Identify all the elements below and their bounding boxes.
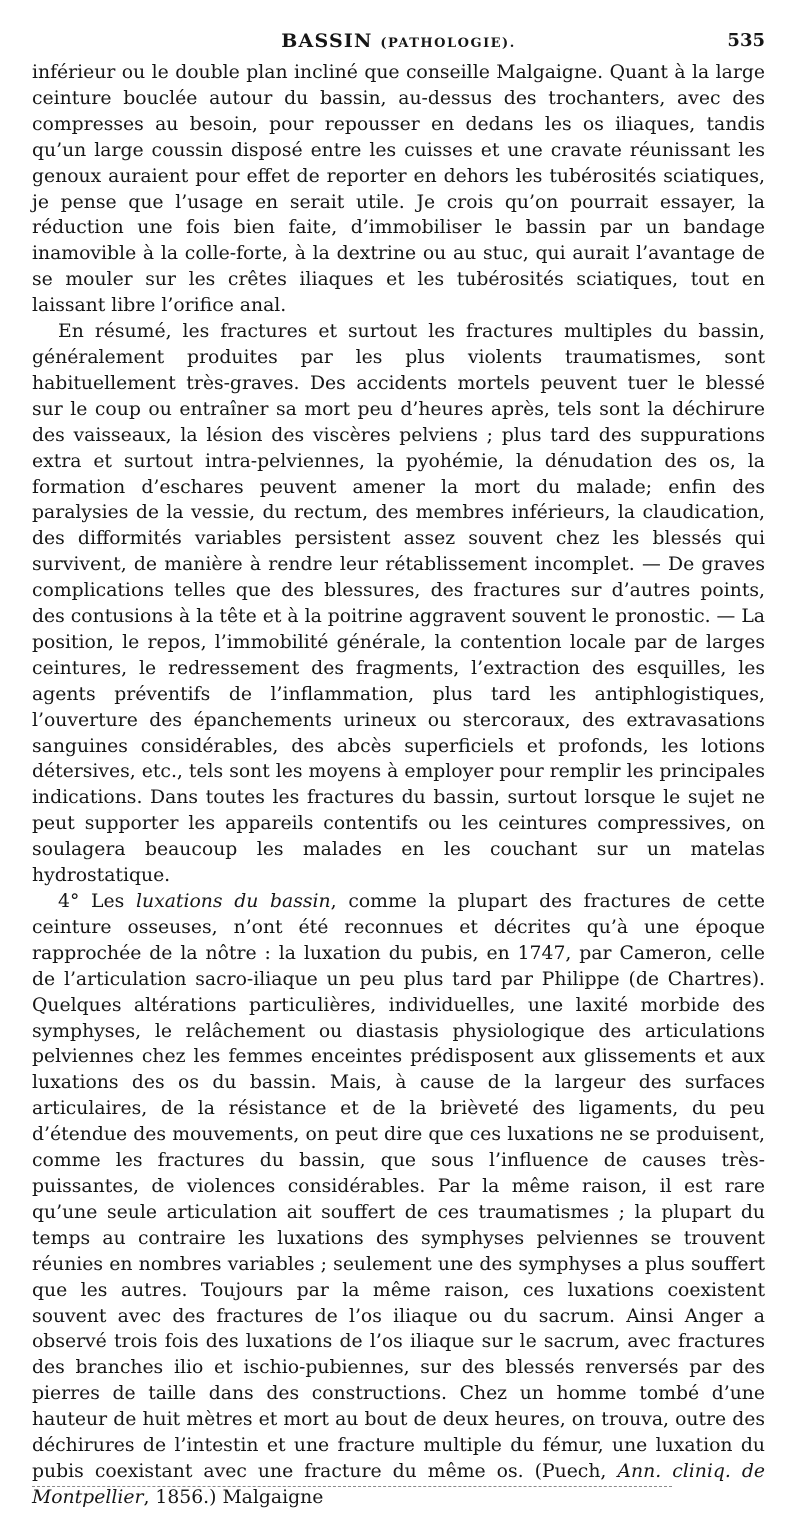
- running-title-main: BASSIN: [281, 30, 373, 52]
- running-title: [32, 30, 765, 52]
- page-header: [32, 26, 765, 60]
- italic-text: luxations du bassin: [136, 891, 331, 912]
- paragraph: [32, 60, 765, 319]
- text-run: En résumé, les fractures et surtout les fractures multiples du bassin, généralement produites par les plus violents traumatismes, sont habituellement très-graves. Des accidents mortels peuvent tuer le blessé sur le coup ou entraîner sa mort peu d’heures après, tels sont la déchirure des vaisseaux, la lésion des viscères pelviens ; plus tard des suppurations extra et surtout intra-pelviennes, la pyohémie, la dénudation des os, la formation d’eschares peuvent amener la mort du malade; enfin des paralysies de la vessie, du rectum, des membres inférieurs, la claudication, des difformités variables persistent assez souvent chez les blessés qui survivent, de manière à rendre leur rétablissement incomplet. — De graves complications telles que des blessures, des fractures sur d’autres points, des contusions à la tête et à la poitrine aggravent souvent le pronostic. — La position, le repos, l’immobilité générale, la contention locale par de larges ceintures, le redressement des fragments, l’extraction des esquilles, les agents préventifs de l’inflammation, plus tard les antiphlogistiques, l’ouverture des épanchements urineux ou stercoraux, des extravasations sanguines considérables, des abcès superficiels et profonds, les lotions détersives, etc., tels sont les moyens à employer pour remplir les principales indications. Dans toutes les fractures du bassin, surtout lorsque le sujet ne peut supporter les appareils contentifs ou les ceintures compressives, on soulagera beaucoup les malades en les couchant sur un matelas hydrostatique.: [32, 321, 765, 887]
- text-run: 4° Les: [58, 891, 136, 912]
- running-title-sub: (PATHOLOGIE).: [380, 36, 516, 51]
- paragraph: [32, 889, 765, 1511]
- footer-rule: [32, 1486, 672, 1487]
- book-page: [32, 26, 765, 1511]
- italic-text: Ann. cliniq. de Montpellier: [32, 1460, 765, 1508]
- text-run: inférieur ou le double plan incliné que conseille Malgaigne. Quant à la large ceinture bouclée autour du bassin, au-dessus des trochanters, avec des compresses au besoin, pour repousser en dedans les os iliaques, tandis qu’un large coussin disposé entre les cuisses et une cravate réunissant les genoux auraient pour effet de reporter en dehors les tubérosités sciatiques, je pense que l’usage en serait utile. Je crois qu’on pourrait essayer, la réduction une fois bien faite, d’immobiliser le bassin par un bandage inamovible à la colle-forte, à la dextrine ou au stuc, qui aurait l’avantage de se mouler sur les crêtes iliaques et les tubérosités sciatiques, tout en laissant libre l’orifice anal.: [32, 62, 765, 317]
- text-run: , comme la plupart des fractures de cette ceinture osseuses, n’ont été reconnues et décrites qu’à une époque rapprochée de la nôtre : la luxation du pubis, en 1747, par Cameron, celle de l’articulation sacro-iliaque un peu plus tard par Philippe (de Chartres). Quelques altérations particulières, individuelles, une laxité morbide des symphyses, le relâchement ou diastasis physiologique des articulations pelviennes chez les femmes enceintes prédisposent aux glissements et aux luxations des os du bassin. Mais, à cause de la largeur des surfaces articulaires, de la résistance et de la brièveté des ligaments, du peu d’étendue des mouvements, on peut dire que ces luxations ne se produisent, comme les fractures du bassin, que sous l’influence de causes très-puissantes, de violences considérables. Par la même raison, il est rare qu’une seule articulation ait souffert de ces traumatismes ; la plupart du temps au contraire les luxations des symphyses pelviennes se trouvent réunies en nombres variables ; seulement une des symphyses a plus souffert que les autres. Toujours par la même raison, ces luxations coexistent souvent avec des fractures de l’os iliaque ou du sacrum. Ainsi Anger a observé trois fois des luxations de l’os iliaque sur le sacrum, avec fractures des branches ilio et ischio-pubiennes, sur des blessés renversés par des pierres de taille dans des constructions. Chez un homme tombé d’une hauteur de huit mètres et mort au bout de deux heures, on trouva, outre des déchirures de l’intestin et une fracture multiple du fémur, une luxation du pubis coexistant avec une fracture du même os. (Puech,: [32, 891, 765, 1482]
- text-run: , 1856.) Malgaigne: [143, 1486, 324, 1508]
- page-number: 535: [727, 30, 765, 51]
- paragraph: [32, 319, 765, 889]
- body-text: [32, 60, 765, 1511]
